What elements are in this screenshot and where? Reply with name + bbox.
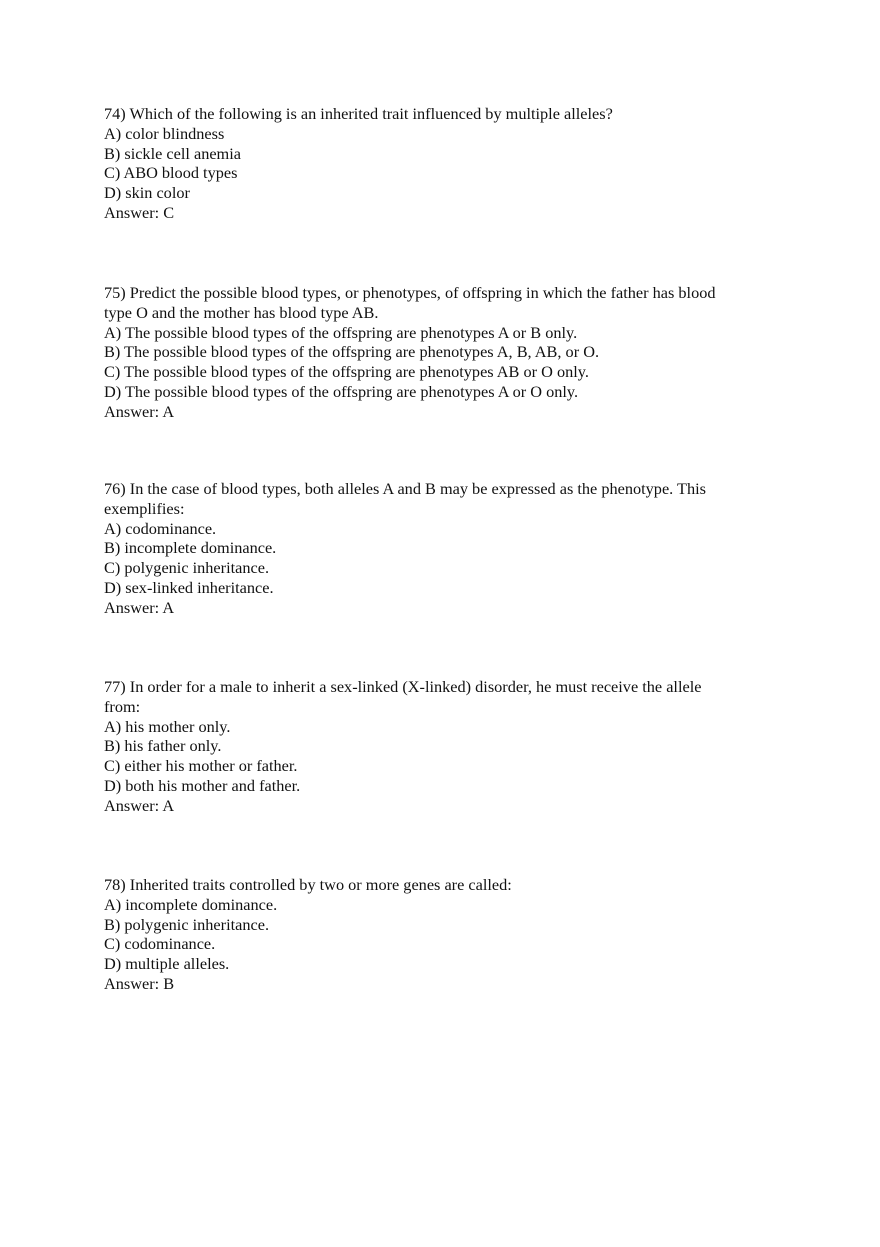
question-75 bbox=[104, 283, 764, 422]
question-77 bbox=[104, 677, 764, 816]
option-b: B) polygenic inheritance. bbox=[104, 914, 270, 934]
option-c: C) The possible blood types of the offspring are phenotypes AB or O only. bbox=[104, 362, 589, 382]
option-d: D) skin color bbox=[104, 183, 190, 203]
question-stem-line-2: from: bbox=[104, 696, 141, 716]
question-74 bbox=[104, 104, 764, 223]
answer: Answer: A bbox=[104, 795, 175, 815]
answer: Answer: C bbox=[104, 202, 175, 222]
option-a: A) color blindness bbox=[104, 123, 225, 143]
question-stem-line-1: 76) In the case of blood types, both alleles A and B may be expressed as the phenotype. This bbox=[104, 479, 706, 498]
option-d: D) both his mother and father. bbox=[104, 775, 301, 795]
option-a: A) codominance. bbox=[104, 518, 217, 538]
question-stem-line-1: 75) Predict the possible blood types, or phenotypes, of offspring in which the father has blood bbox=[104, 283, 716, 302]
option-d: D) The possible blood types of the offspring are phenotypes A or O only. bbox=[104, 381, 579, 401]
question-stem: 78) Inherited traits controlled by two or more genes are called: bbox=[104, 875, 512, 894]
question-stem-line-2: exemplifies: bbox=[104, 498, 185, 518]
option-a: A) his mother only. bbox=[104, 716, 231, 736]
question-78 bbox=[104, 875, 764, 994]
option-c: C) ABO blood types bbox=[104, 163, 238, 183]
answer: Answer: B bbox=[104, 973, 175, 993]
answer: Answer: A bbox=[104, 401, 175, 421]
question-stem-line-1: 77) In order for a male to inherit a sex-linked (X-linked) disorder, he must receive the allele bbox=[104, 677, 702, 696]
option-c: C) polygenic inheritance. bbox=[104, 558, 270, 578]
option-c: C) codominance. bbox=[104, 934, 216, 954]
answer: Answer: A bbox=[104, 597, 175, 617]
option-d: D) multiple alleles. bbox=[104, 954, 230, 974]
option-b: B) sickle cell anemia bbox=[104, 143, 241, 163]
option-c: C) either his mother or father. bbox=[104, 756, 298, 776]
option-d: D) sex-linked inheritance. bbox=[104, 577, 274, 597]
question-76 bbox=[104, 479, 764, 618]
option-a: A) The possible blood types of the offspring are phenotypes A or B only. bbox=[104, 322, 578, 342]
option-b: B) The possible blood types of the offspring are phenotypes A, B, AB, or O. bbox=[104, 342, 600, 362]
option-b: B) incomplete dominance. bbox=[104, 538, 277, 558]
option-a: A) incomplete dominance. bbox=[104, 894, 278, 914]
question-stem: 74) Which of the following is an inherited trait influenced by multiple alleles? bbox=[104, 104, 613, 123]
question-stem-line-2: type O and the mother has blood type AB. bbox=[104, 302, 379, 322]
option-b: B) his father only. bbox=[104, 736, 222, 756]
